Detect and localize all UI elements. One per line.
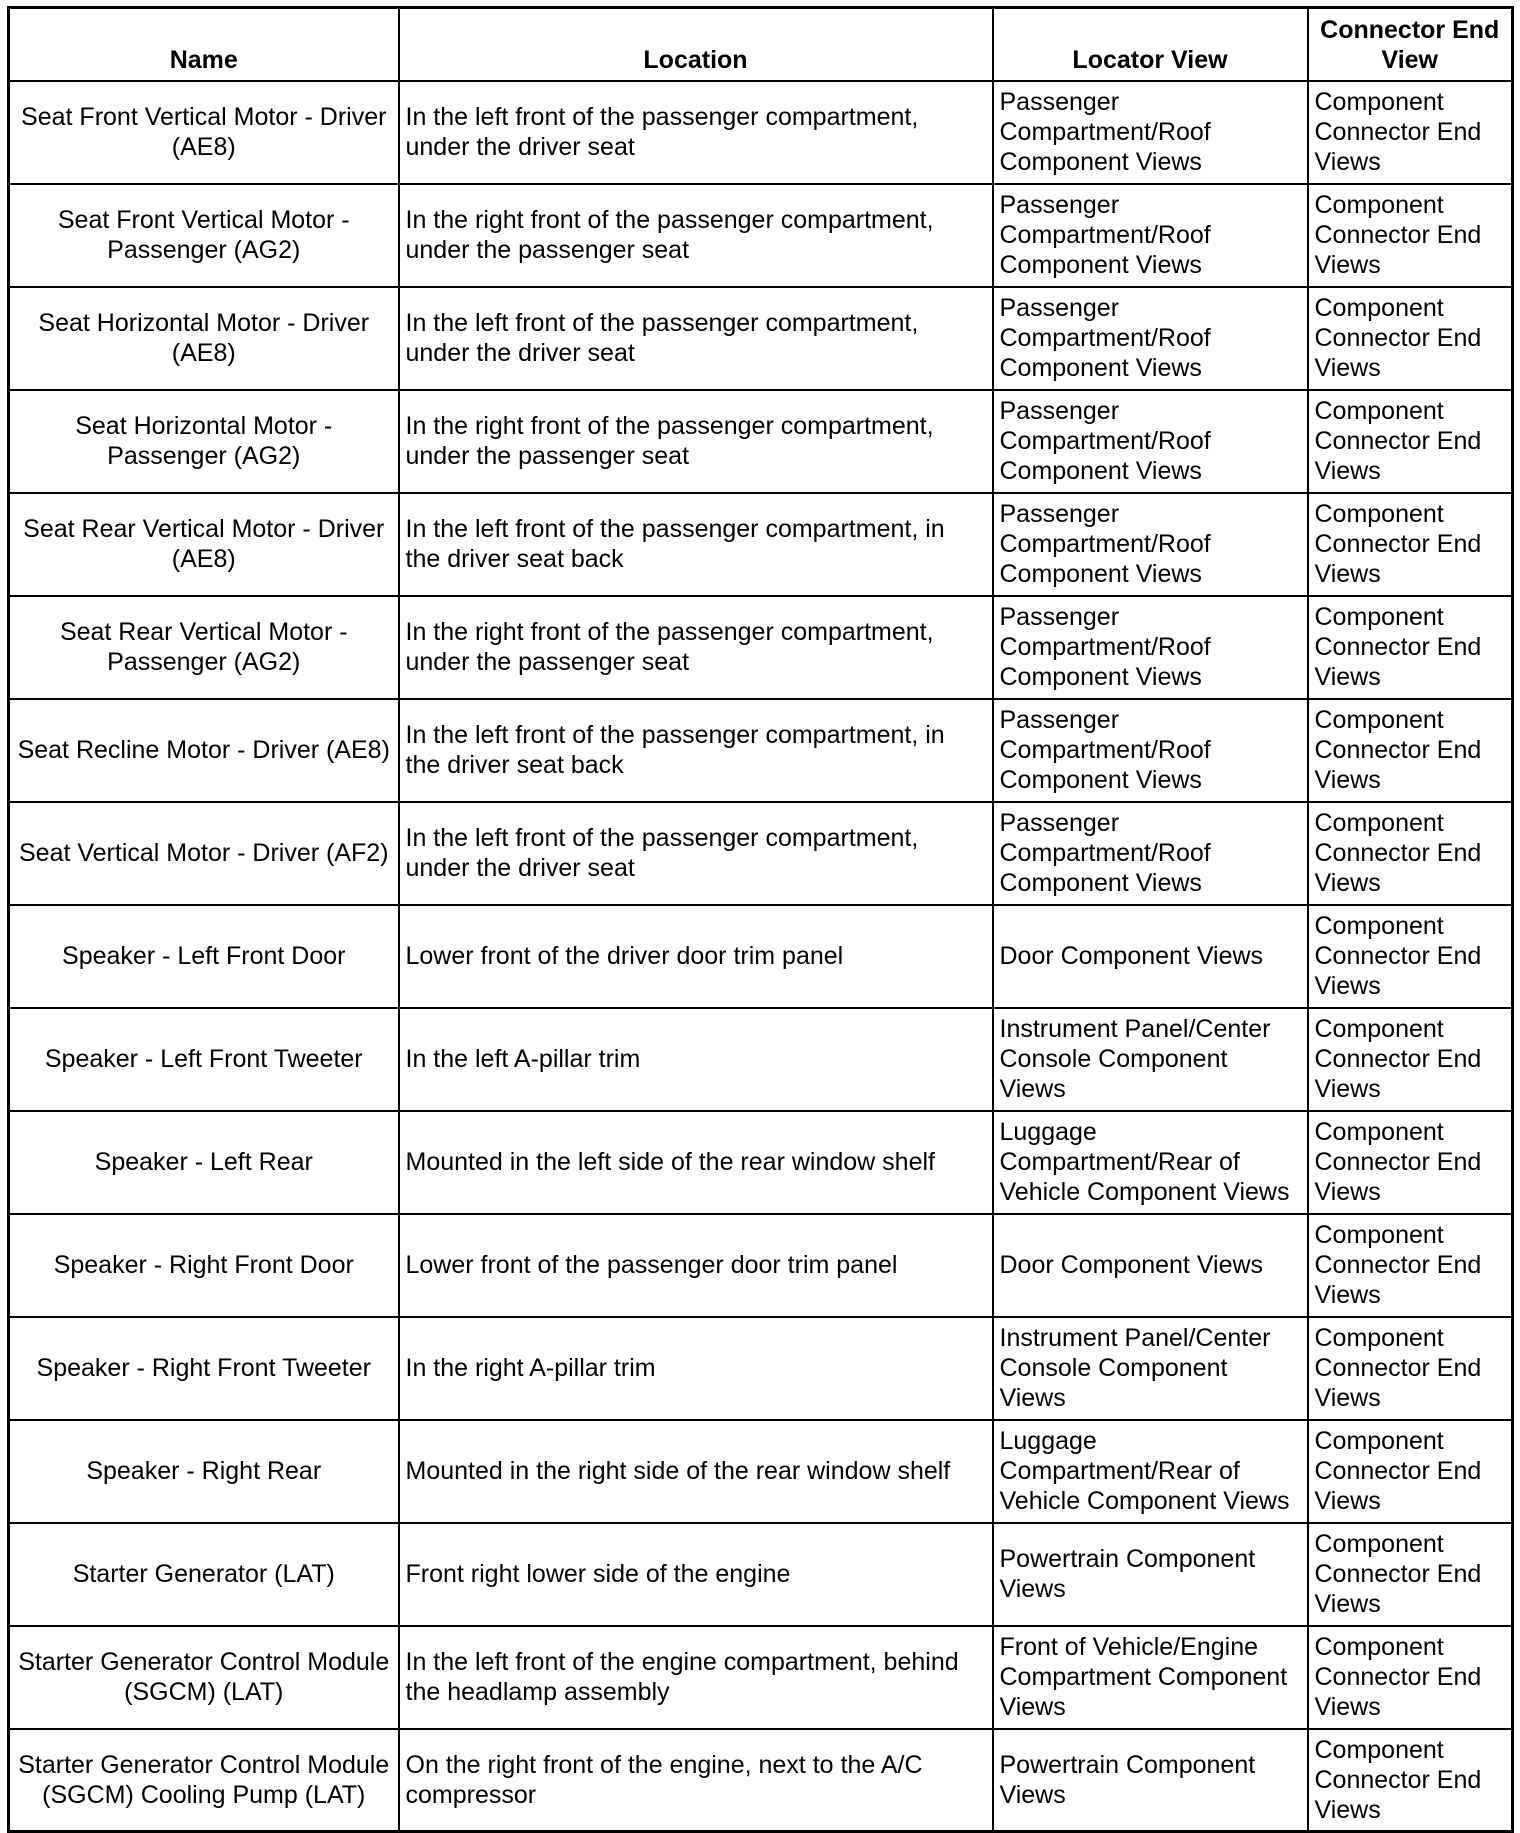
cell-name: Starter Generator (LAT) <box>9 1523 399 1626</box>
cell-locator-view: Powertrain Component Views <box>993 1523 1308 1626</box>
cell-name: Seat Horizontal Motor - Driver (AE8) <box>9 287 399 390</box>
table-row <box>9 1626 1513 1729</box>
cell-location: In the right front of the passenger compartment, under the passenger seat <box>399 390 993 493</box>
component-locator-table <box>7 6 1514 1833</box>
cell-location: Lower front of the driver door trim panel <box>399 905 993 1008</box>
cell-location: Mounted in the left side of the rear window shelf <box>399 1111 993 1214</box>
cell-connector-end-view: Component Connector End Views <box>1308 493 1513 596</box>
table-row <box>9 802 1513 905</box>
table-row <box>9 81 1513 184</box>
cell-connector-end-view: Component Connector End Views <box>1308 1214 1513 1317</box>
cell-name: Seat Vertical Motor - Driver (AF2) <box>9 802 399 905</box>
cell-connector-end-view: Component Connector End Views <box>1308 699 1513 802</box>
header-locator-view: Locator View <box>993 8 1308 81</box>
cell-locator-view: Passenger Compartment/Roof Component Views <box>993 81 1308 184</box>
cell-location: On the right front of the engine, next to the A/C compressor <box>399 1729 993 1832</box>
header-name: Name <box>9 8 399 81</box>
cell-name: Seat Rear Vertical Motor - Passenger (AG2) <box>9 596 399 699</box>
cell-locator-view: Passenger Compartment/Roof Component Views <box>993 802 1308 905</box>
cell-connector-end-view: Component Connector End Views <box>1308 802 1513 905</box>
cell-location: Mounted in the right side of the rear window shelf <box>399 1420 993 1523</box>
cell-name: Speaker - Right Front Door <box>9 1214 399 1317</box>
cell-connector-end-view: Component Connector End Views <box>1308 390 1513 493</box>
cell-name: Speaker - Left Front Door <box>9 905 399 1008</box>
cell-locator-view: Passenger Compartment/Roof Component Views <box>993 699 1308 802</box>
component-locator-table-container <box>7 6 1511 1833</box>
cell-location: In the left front of the passenger compartment, under the driver seat <box>399 287 993 390</box>
table-row <box>9 184 1513 287</box>
cell-name: Speaker - Left Front Tweeter <box>9 1008 399 1111</box>
table-row <box>9 1420 1513 1523</box>
cell-name: Speaker - Left Rear <box>9 1111 399 1214</box>
cell-location: In the left front of the engine compartment, behind the headlamp assembly <box>399 1626 993 1729</box>
cell-name: Seat Horizontal Motor - Passenger (AG2) <box>9 390 399 493</box>
cell-connector-end-view: Component Connector End Views <box>1308 1317 1513 1420</box>
cell-location: Front right lower side of the engine <box>399 1523 993 1626</box>
cell-locator-view: Door Component Views <box>993 905 1308 1008</box>
cell-connector-end-view: Component Connector End Views <box>1308 184 1513 287</box>
table-row <box>9 699 1513 802</box>
cell-location: In the left A-pillar trim <box>399 1008 993 1111</box>
table-row <box>9 493 1513 596</box>
cell-locator-view: Door Component Views <box>993 1214 1308 1317</box>
cell-connector-end-view: Component Connector End Views <box>1308 81 1513 184</box>
cell-name: Seat Front Vertical Motor - Driver (AE8) <box>9 81 399 184</box>
cell-locator-view: Passenger Compartment/Roof Component Views <box>993 287 1308 390</box>
cell-locator-view: Passenger Compartment/Roof Component Views <box>993 596 1308 699</box>
cell-locator-view: Passenger Compartment/Roof Component Views <box>993 493 1308 596</box>
cell-name: Speaker - Right Rear <box>9 1420 399 1523</box>
cell-locator-view: Passenger Compartment/Roof Component Views <box>993 184 1308 287</box>
cell-connector-end-view: Component Connector End Views <box>1308 1008 1513 1111</box>
cell-location: In the left front of the passenger compartment, under the driver seat <box>399 81 993 184</box>
table-row <box>9 905 1513 1008</box>
cell-connector-end-view: Component Connector End Views <box>1308 1729 1513 1832</box>
cell-name: Seat Recline Motor - Driver (AE8) <box>9 699 399 802</box>
cell-connector-end-view: Component Connector End Views <box>1308 1111 1513 1214</box>
cell-location: In the left front of the passenger compartment, in the driver seat back <box>399 699 993 802</box>
cell-connector-end-view: Component Connector End Views <box>1308 1420 1513 1523</box>
cell-location: In the right front of the passenger compartment, under the passenger seat <box>399 184 993 287</box>
cell-location: In the right front of the passenger compartment, under the passenger seat <box>399 596 993 699</box>
table-row <box>9 287 1513 390</box>
header-connector-end-view: Connector End View <box>1308 8 1513 81</box>
cell-name: Speaker - Right Front Tweeter <box>9 1317 399 1420</box>
header-location: Location <box>399 8 993 81</box>
table-header <box>9 8 1513 81</box>
cell-locator-view: Front of Vehicle/Engine Compartment Component Views <box>993 1626 1308 1729</box>
cell-locator-view: Instrument Panel/Center Console Component Views <box>993 1317 1308 1420</box>
cell-name: Starter Generator Control Module (SGCM) Cooling Pump (LAT) <box>9 1729 399 1832</box>
cell-location: In the left front of the passenger compartment, in the driver seat back <box>399 493 993 596</box>
table-row <box>9 1729 1513 1832</box>
cell-location: In the right A-pillar trim <box>399 1317 993 1420</box>
cell-connector-end-view: Component Connector End Views <box>1308 905 1513 1008</box>
table-body <box>9 81 1513 1832</box>
cell-name: Starter Generator Control Module (SGCM) (LAT) <box>9 1626 399 1729</box>
cell-connector-end-view: Component Connector End Views <box>1308 1523 1513 1626</box>
cell-locator-view: Passenger Compartment/Roof Component Views <box>993 390 1308 493</box>
cell-locator-view: Powertrain Component Views <box>993 1729 1308 1832</box>
cell-location: Lower front of the passenger door trim panel <box>399 1214 993 1317</box>
cell-name: Seat Rear Vertical Motor - Driver (AE8) <box>9 493 399 596</box>
table-row <box>9 1111 1513 1214</box>
cell-connector-end-view: Component Connector End Views <box>1308 287 1513 390</box>
table-row <box>9 1523 1513 1626</box>
table-row <box>9 1214 1513 1317</box>
table-row <box>9 596 1513 699</box>
cell-connector-end-view: Component Connector End Views <box>1308 596 1513 699</box>
header-row <box>9 8 1513 81</box>
table-row <box>9 390 1513 493</box>
cell-location: In the left front of the passenger compartment, under the driver seat <box>399 802 993 905</box>
cell-locator-view: Luggage Compartment/Rear of Vehicle Component Views <box>993 1420 1308 1523</box>
cell-locator-view: Instrument Panel/Center Console Component Views <box>993 1008 1308 1111</box>
cell-connector-end-view: Component Connector End Views <box>1308 1626 1513 1729</box>
cell-locator-view: Luggage Compartment/Rear of Vehicle Component Views <box>993 1111 1308 1214</box>
table-row <box>9 1317 1513 1420</box>
cell-name: Seat Front Vertical Motor - Passenger (AG2) <box>9 184 399 287</box>
table-row <box>9 1008 1513 1111</box>
